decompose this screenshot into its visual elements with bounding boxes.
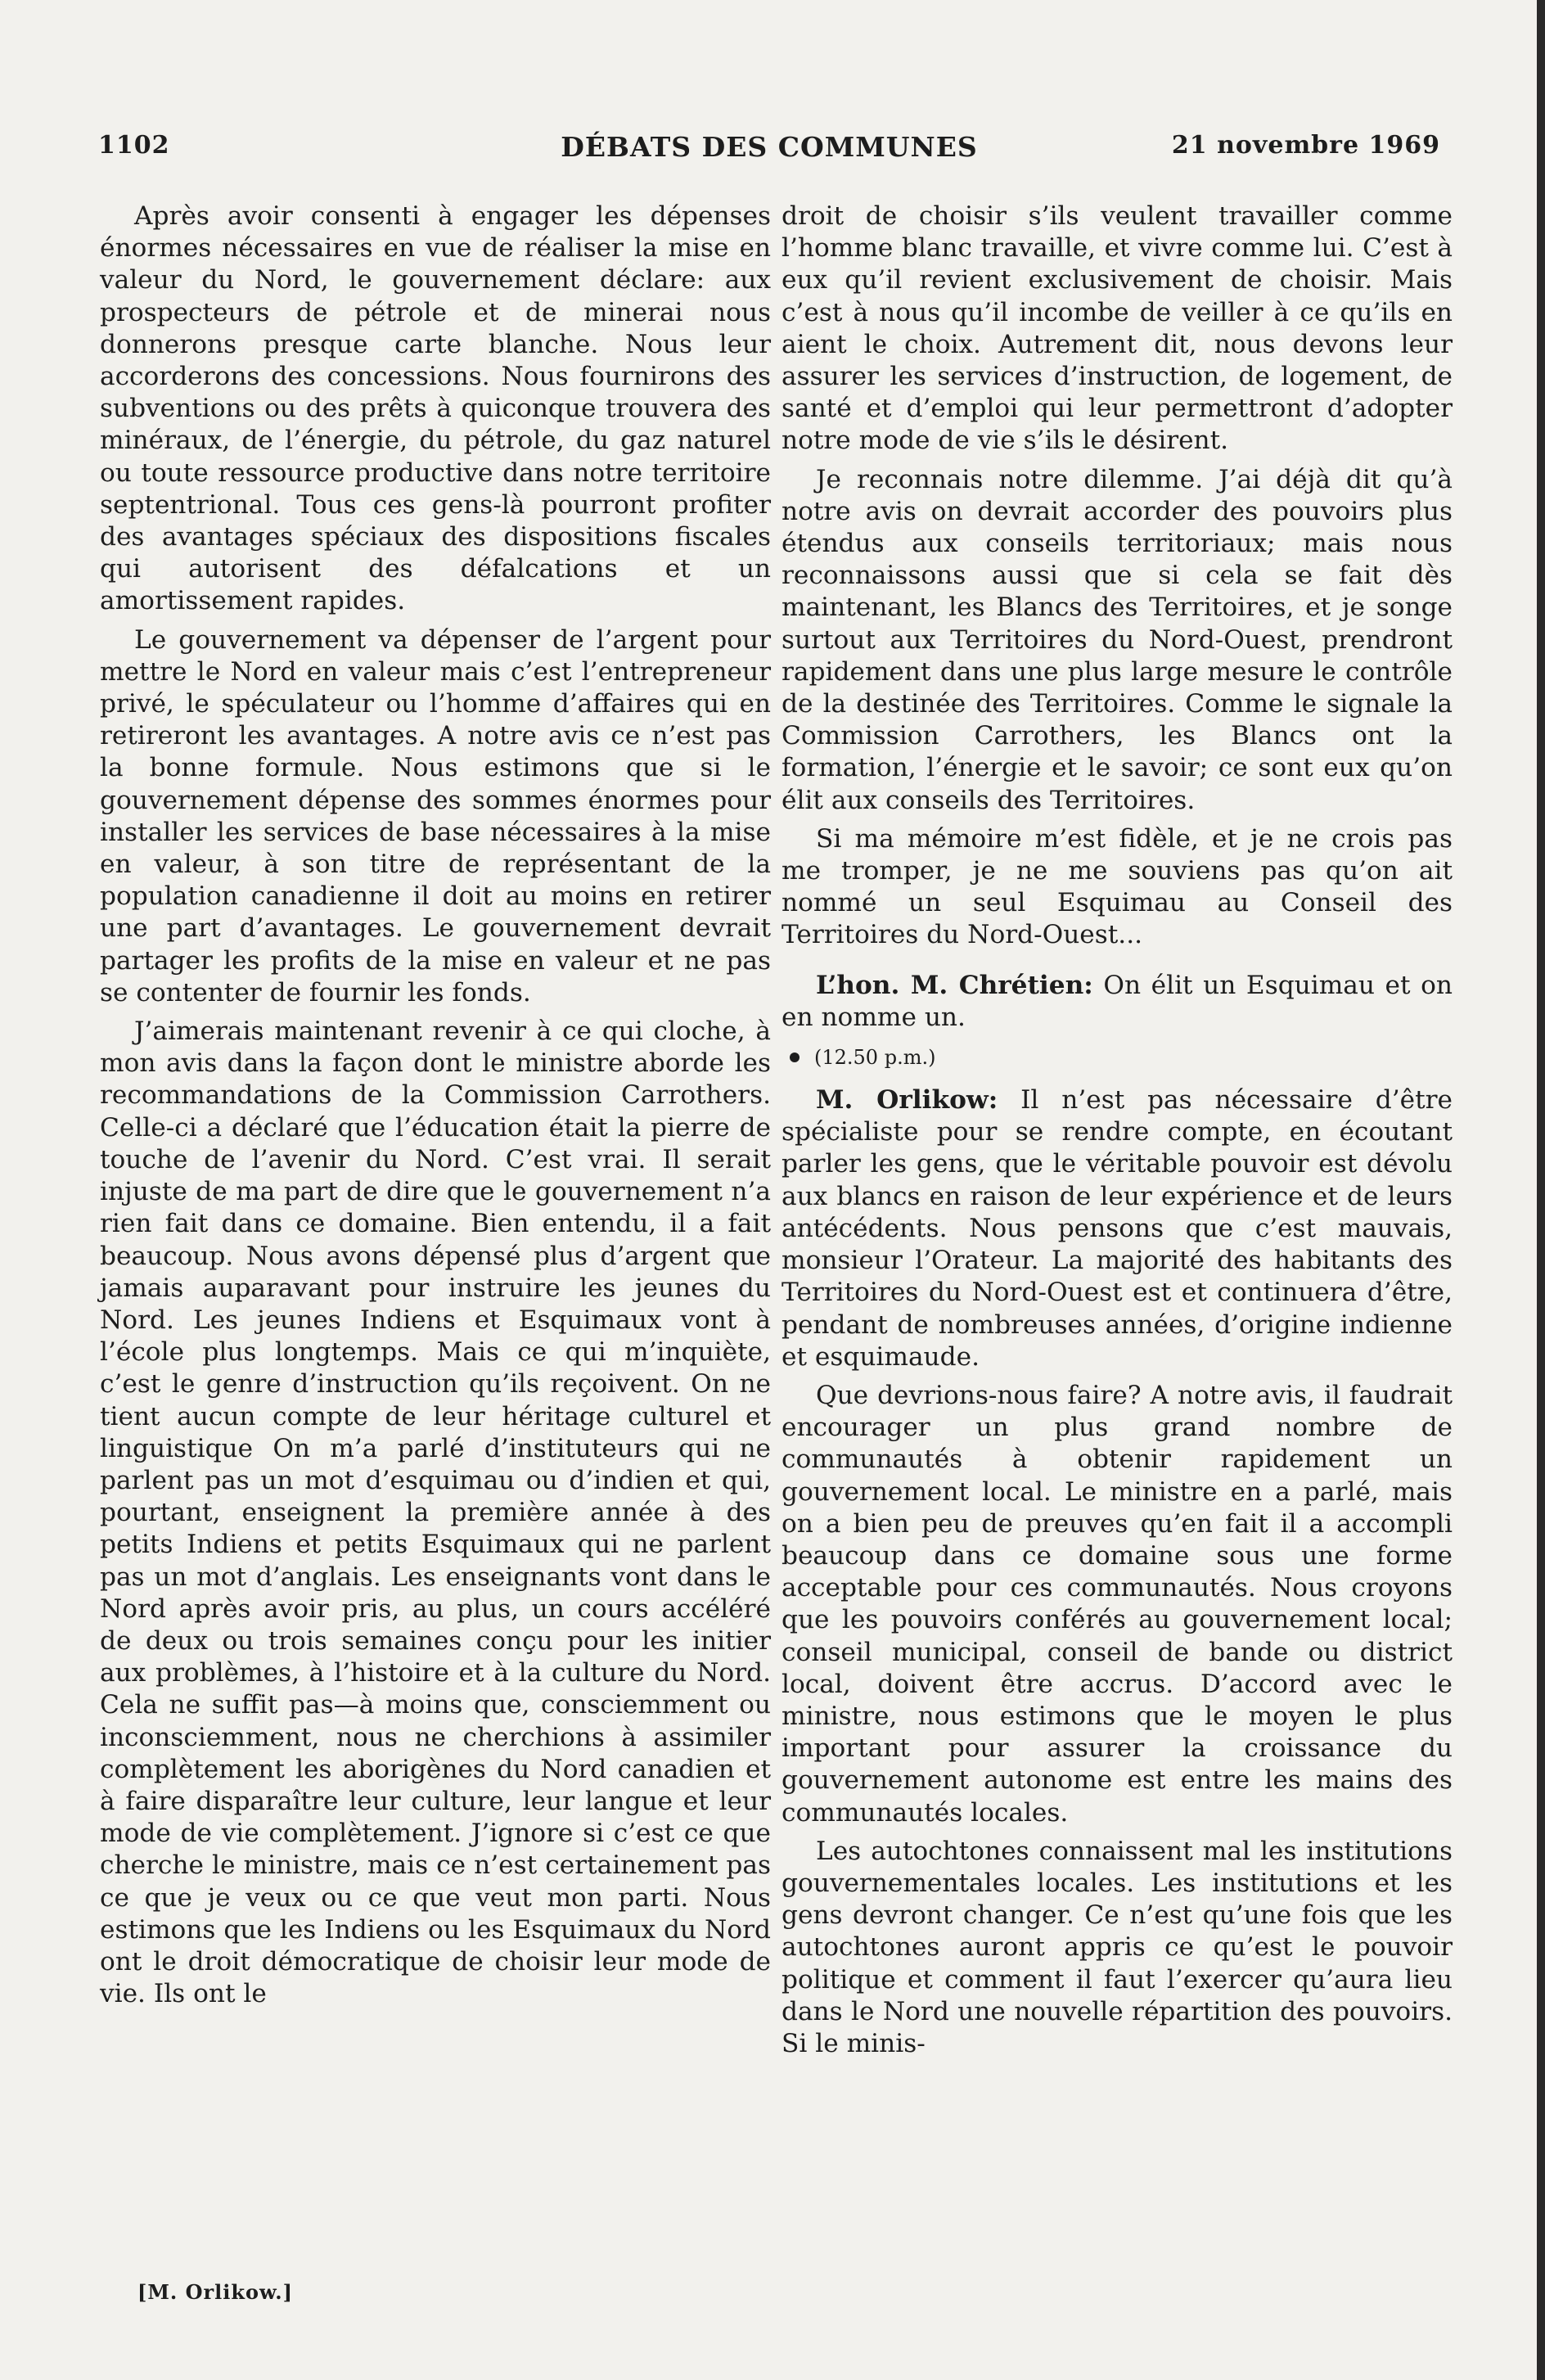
- paragraph: Les autochtones connaissent mal les institutions gouvernementales locales. Les institutions et les gens devront changer. Ce n’est qu’une fois que les autochtones auront appris ce qu’est le pouvoir politique et comment il faut l’exercer qu’aura lieu dans le Nord une nouvelle répartition des pouvoirs. Si le minis-: [782, 1836, 1453, 2058]
- paragraph: Après avoir consenti à engager les dépenses énormes nécessaires en vue de réaliser la mise en valeur du Nord, le gouvernement déclare: aux prospecteurs de pétrole et de minerai nous donnerons presque carte blanche. Nous leur accorderons des concessions. Nous fournirons des subventions ou des prêts à quiconque trouvera des minéraux, de l’énergie, du pétrole, du gaz naturel ou toute ressource productive dans notre territoire septentrional. Tous ces gens-là pourront profiter des avantages spéciaux des dispositions fiscales qui autorisent des défalcations et un amortissement rapides.: [100, 201, 771, 616]
- page-number: 1102: [98, 131, 170, 160]
- speaker-note: [M. Orlikow.]: [137, 2280, 294, 2304]
- speech-chretien: [782, 970, 1453, 1034]
- bullet-icon: [790, 1053, 800, 1062]
- right-column: [782, 201, 1453, 2060]
- paragraph: Je reconnais notre dilemme. J’ai déjà dit qu’à notre avis on devrait accorder des pouvoirs plus étendus aux conseils territoriaux; mais nous reconnaissons aussi que si cela se fait dès maintenant, les Blancs des Territoires, et je songe surtout aux Territoires du Nord-Ouest, prendront rapidement dans une plus large mesure le contrôle de la destinée des Territoires. Comme le signale la Commission Carrothers, les Blancs ont la formation, l’énergie et le savoir; ce sont eux qu’on élit aux conseils des Territoires.: [782, 464, 1453, 815]
- page-header: [98, 131, 1440, 172]
- left-column: [100, 201, 771, 2010]
- page-date: 21 novembre 1969: [1171, 131, 1440, 160]
- speech-text: On élit un Esquimau et on en nomme un.: [782, 970, 1453, 1032]
- paragraph: Que devrions-nous faire? A notre avis, il faudrait encourager un plus grand nombre de communautés à obtenir rapidement un gouvernement local. Le ministre en a parlé, mais on a bien peu de preuves qu’en fait il a accompli beaucoup dans ce domaine sous une forme acceptable pour ces communautés. Nous croyons que les pouvoirs conférés au gouvernement local; conseil municipal, conseil de bande ou district local, doivent être accrus. D’accord avec le ministre, nous estimons que le moyen le plus important pour assurer la croissance du gouvernement autonome est entre les mains des communautés locales.: [782, 1380, 1453, 1828]
- paragraph: Le gouvernement va dépenser de l’argent pour mettre le Nord en valeur mais c’est l’entrepreneur privé, le spéculateur ou l’homme d’affaires qui en retireront les avantages. A notre avis ce n’est pas la bonne formule. Nous estimons que si le gouvernement dépense des sommes énormes pour installer les services de base nécessaires à la mise en valeur, à son titre de représentant de la population canadienne il doit au moins en retirer une part d’avantages. Le gouvernement devrait partager les profits de la mise en valeur et ne pas se contenter de fournir les fonds.: [100, 624, 771, 1007]
- page-edge: [1537, 0, 1545, 2380]
- time-marker: [782, 1045, 1453, 1070]
- paragraph: Si ma mémoire m’est fidèle, et je ne crois pas me tromper, je ne me souviens pas qu’on ait nommé un seul Esquimau au Conseil des Territoires du Nord-Ouest...: [782, 823, 1453, 950]
- speaker-name: M. Orlikow:: [816, 1085, 998, 1116]
- running-title: DÉBATS DES COMMUNES: [561, 131, 978, 163]
- paragraph: droit de choisir s’ils veulent travailler comme l’homme blanc travaille, et vivre comme lui. C’est à eux qu’il revient exclusivement de choisir. Mais c’est à nous qu’il incombe de veiller à ce qu’ils en aient le choix. Autrement dit, nous devons leur assurer les services d’instruction, de logement, de santé et d’emploi qui leur permettront d’adopter notre mode de vie s’ils le désirent.: [782, 201, 1453, 456]
- speech-orlikow: [782, 1084, 1453, 1373]
- paragraph: J’aimerais maintenant revenir à ce qui cloche, à mon avis dans la façon dont le ministre aborde les recommandations de la Commission Carrothers. Celle-ci a déclaré que l’éducation était la pierre de touche de l’avenir du Nord. C’est vrai. Il serait injuste de ma part de dire que le gouvernement n’a rien fait dans ce domaine. Bien entendu, il a fait beaucoup. Nous avons dépensé plus d’argent que jamais auparavant pour instruire les jeunes du Nord. Les jeunes Indiens et Esquimaux vont à l’école plus longtemps. Mais ce qui m’inquiète, c’est le genre d’instruction qu’ils reçoivent. On ne tient aucun compte de leur héritage culturel et linguistique On m’a parlé d’instituteurs qui ne parlent pas un mot d’esquimau ou d’indien et qui, pourtant, enseignent la première année à des petits Indiens et petits Esquimaux qui ne parlent pas un mot d’anglais. Les enseignants vont dans le Nord après avoir pris, au plus, un cours accéléré de deux ou trois semaines conçu pour les initier aux problèmes, à l’histoire et à la culture du Nord. Cela ne suffit pas—à moins que, consciemment ou inconsciemment, nous ne cherchions à assimiler complètement les aborigènes du Nord canadien et à faire disparaître leur culture, leur langue et leur mode de vie complètement. J’ignore si c’est ce que cherche le ministre, mais ce n’est certainement pas ce que je veux ou ce que veut mon parti. Nous estimons que les Indiens ou les Esquimaux du Nord ont le droit démocratique de choisir leur mode de vie. Ils ont le: [100, 1016, 771, 2009]
- speaker-name: L’hon. M. Chrétien:: [816, 970, 1093, 1000]
- time-stamp: (12.50 p.m.): [814, 1046, 936, 1070]
- speech-text: Il n’est pas nécessaire d’être spécialiste pour se rendre compte, en écoutant parler les gens, que le véritable pouvoir est dévolu aux blancs en raison de leur expérience et de leurs antécédents. Nous pensons que c’est mauvais, monsieur l’Orateur. La majorité des habitants des Territoires du Nord-Ouest est et continuera d’être, pendant de nombreuses années, d’origine indienne et esquimaude.: [782, 1085, 1453, 1372]
